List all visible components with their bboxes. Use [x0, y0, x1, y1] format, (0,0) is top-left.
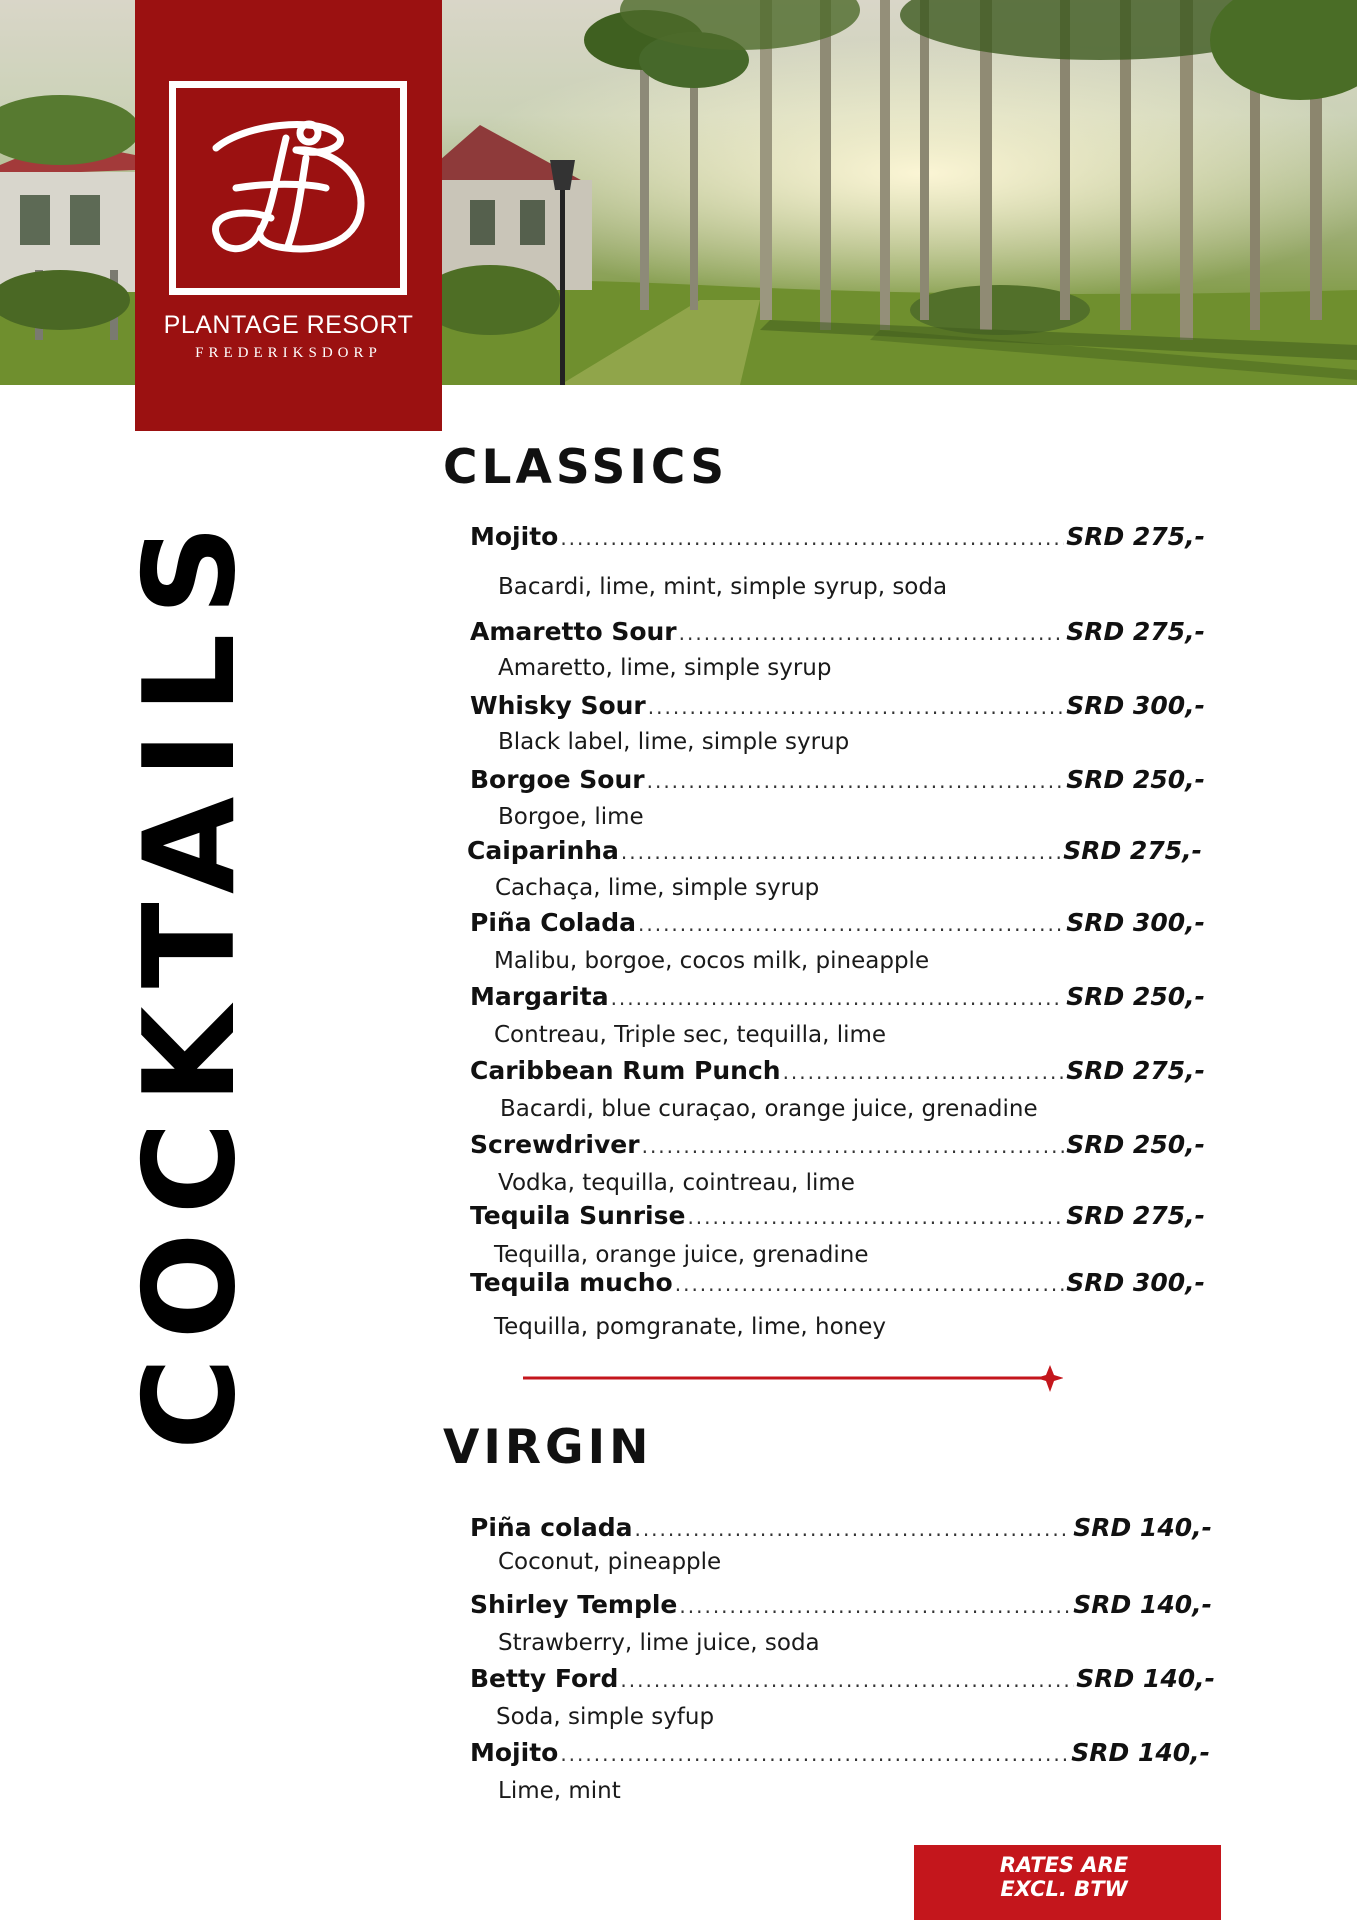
- menu-item: [470, 617, 1205, 681]
- item-description: Contreau, Triple sec, tequilla, lime: [494, 1022, 887, 1048]
- item-name: Screwdriver: [470, 1130, 640, 1159]
- leader-dots: [611, 986, 1065, 1010]
- item-price: SRD 300,-: [1066, 1268, 1205, 1297]
- item-description: Bacardi, lime, mint, simple syrup, soda: [498, 574, 948, 600]
- item-name: Shirley Temple: [470, 1590, 678, 1619]
- section-title-virgin: VIRGIN: [443, 1420, 653, 1475]
- item-price: SRD 250,-: [1066, 1130, 1205, 1159]
- leader-dots: [642, 1134, 1065, 1158]
- item-price: SRD 275,-: [1063, 836, 1202, 865]
- item-description: Borgoe, lime: [498, 804, 644, 830]
- item-description: Black label, lime, simple syrup: [498, 729, 850, 755]
- section-title-classics: CLASSICS: [443, 440, 729, 495]
- menu-item: [470, 1268, 1205, 1340]
- brand-name-line1: PLANTAGE RESORT: [163, 311, 414, 339]
- leader-dots: [560, 1742, 1069, 1766]
- item-name: Caiparinha: [467, 836, 619, 865]
- vertical-title: COCKTAILS: [116, 506, 263, 1450]
- item-name: Borgoe Sour: [470, 765, 645, 794]
- item-description: Soda, simple syfup: [496, 1704, 715, 1730]
- leader-dots: [647, 769, 1065, 793]
- item-price: SRD 140,-: [1071, 1738, 1210, 1767]
- item-price: SRD 275,-: [1066, 1201, 1205, 1230]
- leader-dots: [620, 1668, 1074, 1692]
- leader-dots: [687, 1205, 1064, 1229]
- item-description: Lime, mint: [498, 1778, 621, 1804]
- brand-logo-block: [135, 0, 442, 431]
- brand-name-line2: FREDERIKSDORP: [195, 345, 382, 361]
- menu-item: [470, 765, 1205, 830]
- item-name: Mojito: [470, 1738, 559, 1767]
- menu-item: [470, 1664, 1215, 1730]
- item-name: Amaretto Sour: [470, 617, 677, 646]
- item-price: SRD 140,-: [1073, 1590, 1212, 1619]
- fd-monogram-icon: [176, 88, 400, 288]
- item-price: SRD 250,-: [1066, 982, 1205, 1011]
- menu-item: [470, 1201, 1205, 1268]
- leader-dots: [560, 526, 1064, 550]
- item-price: SRD 140,-: [1073, 1513, 1212, 1542]
- leader-dots: [638, 912, 1064, 936]
- rates-line2: EXCL. BTW: [1000, 1877, 1128, 1901]
- item-description: Coconut, pineapple: [498, 1549, 722, 1575]
- item-price: SRD 300,-: [1066, 908, 1205, 937]
- rates-badge: [914, 1845, 1221, 1920]
- item-price: SRD 140,-: [1076, 1664, 1215, 1693]
- item-price: SRD 275,-: [1066, 522, 1205, 551]
- menu-item: [470, 1738, 1210, 1804]
- menu-item: [467, 836, 1202, 901]
- menu-item: [470, 1130, 1205, 1196]
- item-description: Malibu, borgoe, cocos milk, pineapple: [494, 948, 930, 974]
- item-name: Mojito: [470, 522, 559, 551]
- menu-item: [470, 982, 1205, 1048]
- menu-item: [470, 522, 1205, 600]
- menu-item: [470, 691, 1205, 755]
- item-name: Piña colada: [470, 1513, 633, 1542]
- leader-dots: [648, 695, 1064, 719]
- item-price: SRD 250,-: [1066, 765, 1205, 794]
- leader-dots: [621, 840, 1061, 864]
- rates-line1: RATES ARE: [999, 1853, 1129, 1877]
- item-name: Tequila Sunrise: [470, 1201, 686, 1230]
- item-price: SRD 275,-: [1066, 1056, 1205, 1085]
- logo-frame: [169, 81, 407, 295]
- item-description: Strawberry, lime juice, soda: [498, 1630, 820, 1656]
- leader-dots: [783, 1060, 1065, 1084]
- item-description: Bacardi, blue curaçao, orange juice, grenadine: [500, 1096, 1038, 1122]
- sparkle-icon: [1036, 1365, 1063, 1392]
- item-name: Whisky Sour: [470, 691, 646, 720]
- leader-dots: [679, 1594, 1071, 1618]
- leader-dots: [675, 1272, 1064, 1296]
- menu-item: [470, 908, 1205, 974]
- item-description: Cachaça, lime, simple syrup: [495, 875, 820, 901]
- item-name: Tequila mucho: [470, 1268, 673, 1297]
- item-name: Caribbean Rum Punch: [470, 1056, 781, 1085]
- item-price: SRD 275,-: [1066, 617, 1205, 646]
- menu-item: [470, 1513, 1212, 1575]
- leader-dots: [634, 1517, 1071, 1541]
- item-description: Tequilla, pomgranate, lime, honey: [494, 1314, 886, 1340]
- item-name: Piña Colada: [470, 908, 636, 937]
- item-price: SRD 300,-: [1066, 691, 1205, 720]
- item-description: Amaretto, lime, simple syrup: [498, 655, 832, 681]
- decorative-divider: [523, 1365, 1063, 1405]
- item-description: Vodka, tequilla, cointreau, lime: [498, 1170, 855, 1196]
- item-name: Margarita: [470, 982, 609, 1011]
- menu-item: [470, 1590, 1212, 1656]
- menu-item: [470, 1056, 1205, 1122]
- leader-dots: [679, 621, 1065, 645]
- item-description: Tequilla, orange juice, grenadine: [494, 1242, 869, 1268]
- item-name: Betty Ford: [470, 1664, 619, 1693]
